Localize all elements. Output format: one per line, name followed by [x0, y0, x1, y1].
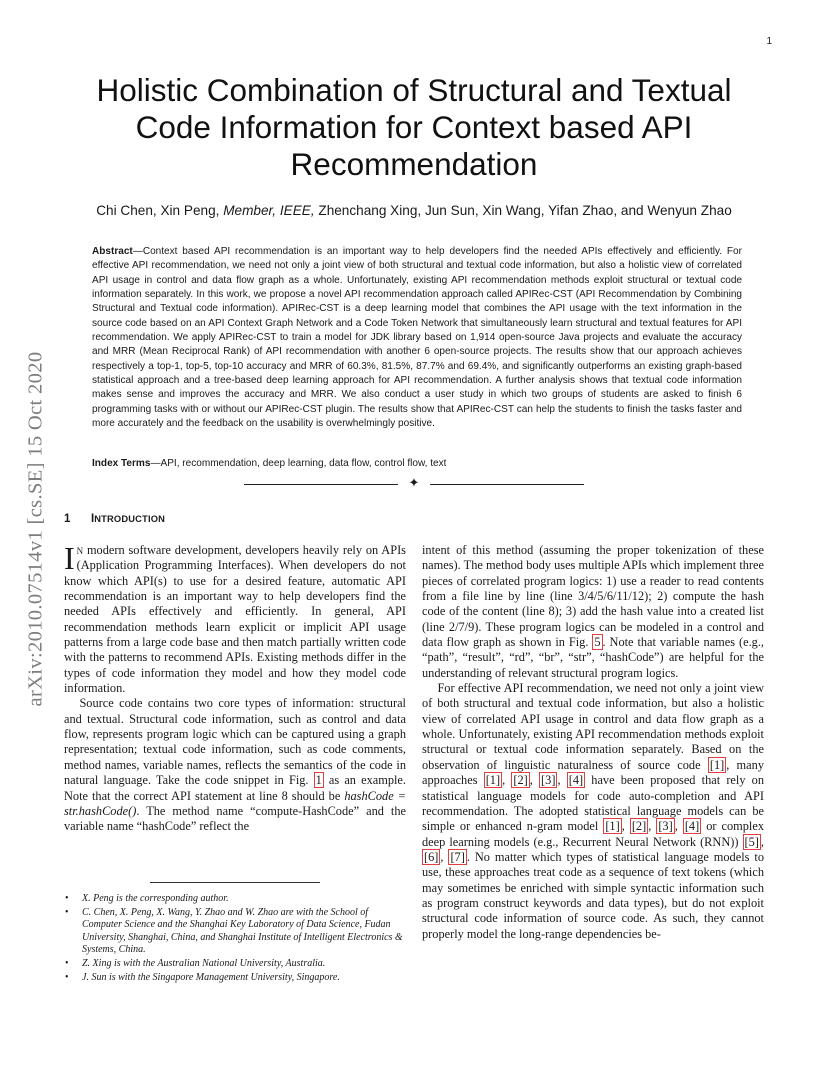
- footnote-item: • Z. Xing is with the Australian National University, Australia.: [64, 958, 406, 970]
- intro-paragraph-4-text-d: or complex deep learning models (e.g., Recurrent Neural Network (RNN)): [422, 819, 765, 849]
- citation-link[interactable]: [484, 772, 502, 788]
- citation-link[interactable]: [567, 772, 585, 788]
- footnote-item: • X. Peng is the corresponding author.: [64, 893, 406, 905]
- citation-ref: [1]: [709, 757, 725, 772]
- intro-paragraph-2-text-b: as an example. Note that the correct API statement at line 8 should be: [64, 773, 406, 803]
- citation-link[interactable]: [422, 849, 440, 865]
- index-terms: [92, 457, 742, 471]
- citation-link[interactable]: [539, 772, 557, 788]
- citation-link[interactable]: [603, 818, 621, 834]
- citation-ref: [1]: [605, 819, 620, 834]
- abstract-text: —Context based API recommendation is an important way to help developers find the needed APIs effectively and efficiently. For effective API recommendation, we need not only a joint view of both structural and textual code information, but also a holistic view of correlated API usage in control and data flow graph as a whole. Unfortunately, existing API recommendation methods exploit structural or textual code information separately. In this work, we propose a novel API recommendation approach called APIRec-CST (API Recommendation by Combining Structural and Textual code information). APIRec-CST is a deep learning model that combines the API usage with the text information in the source code based on an API Context Graph Network and a Code Token Network that simultaneously learn structural and textual features for API recommendation. We apply APIRec-CST to train a model for JDK library based on 1,914 open-source Java projects and evaluate the accuracy and MRR (Mean Reciprocal Rank) of API recommendation with another 6 open-source projects. The results show that our approach achieves respectively a top-1, top-5, top-10 accuracy and MRR of 60.3%, 81.5%, 87.7% and 69.4%, and significantly outperforms an existing graph-based statistical approach and a tree-based deep learning approach for API recommendation. A further analysis shows that textual code information makes sense and improves the accuracy and MRR. We also conduct a user study in which two groups of students are asked to finish 6 programming tasks with or without our APIRec-CST plugin. The results show that APIRec-CST can help the students to finish the tasks faster and more accurately and the feedback on the usability is overwhelmingly positive.: [92, 246, 742, 430]
- intro-paragraph-2: [64, 696, 406, 834]
- citation-ref: [4]: [684, 819, 700, 834]
- intro-paragraph-1: [64, 540, 406, 696]
- intro-paragraph-1-text: modern software development, developers heavily rely on APIs (Application Programming Interfaces). When developers do not know which API(s) to use for a desired feature, automatic API recommendation is an important way to help developers find the needed APIs effectively and efficiently. In general, API recommendation methods learn explicit or implicit API usage patterns from a large code base and then match partially written code with the patterns to recommend APIs. Existing methods differ in the types of code information they model and how they model code information.: [64, 543, 406, 696]
- figure-link-1[interactable]: [314, 772, 324, 788]
- arxiv-stamp[interactable]: [22, 294, 50, 764]
- citation-ref: [5]: [744, 834, 759, 849]
- footnote-item: • J. Sun is with the Singapore Management University, Singapore.: [64, 972, 406, 984]
- citation-link[interactable]: [743, 834, 761, 850]
- abstract: [92, 245, 742, 431]
- intro-paragraph-3-text-b: . Note that variable names (e.g., “path”, “result”, “rd”, “br”, “str”, “hashCode”) are helpful for the understanding of relevant structural program logics.: [422, 635, 764, 680]
- intro-paragraph-3-text-a: intent of this method (assuming the proper tokenization of these names). The method body uses multiple APIs which implement three pieces of correlated program logics: 1) use a reader to read contents from a file line by line (line 3/4/5/6/11/12); 2) compute the hash code of the content (line 8); 3) add the hash value into a created list (line 2/7/9). These program logics can be modeled in a control and data flow graph as shown in Fig.: [422, 543, 764, 650]
- authors-part-2: Zhenchang Xing, Jun Sun, Xin Wang, Yifan Zhao, and Wenyun Zhao: [314, 203, 732, 218]
- separator-diamond-icon: ✦: [408, 476, 420, 491]
- section-number: 1: [64, 513, 71, 525]
- left-column: [64, 540, 406, 835]
- separator-line-right: [430, 484, 584, 485]
- author-membership: Member, IEEE,: [223, 203, 315, 218]
- footnotes: [64, 893, 406, 985]
- separator-line-left: [244, 484, 398, 485]
- intro-paragraph-4: For effective API recommendation, we need not only a joint view of both structural and textual code information, but also a holistic view of correlated API usage in control and data flow graph as a whole. Unfortunately, existing API recommendation methods exploit structural or textual code information separately. Based on the observation of linguistic naturalness of source code [1] , many approaches [1] , [2] , [3] , [4] have been proposed that rely on statistical language models for code auto-completion and API recommendation. The adopted statistical language models can be simple or enhanced n-gram model [1] , [2] , [3] , [4] or complex deep learning models (e.g., Recurrent Neural Network (RNN)) [5] , [6] , [7] . No matter which types of statistical language models to use, these approaches treat code as a sequence of text tokens (which may sometimes be enriched with simple syntactic information such as program construct keywords and data types), but do not exploit structural code information of source code. As such, they cannot properly model the long-range dependencies be-: [422, 681, 765, 941]
- drop-cap: I: [64, 540, 75, 576]
- author-list: [40, 202, 788, 220]
- citation-link[interactable]: [656, 818, 674, 834]
- citation-link[interactable]: [448, 849, 466, 865]
- inline-math: hashCode = str.hashCode(): [64, 788, 406, 818]
- citation-link[interactable]: [511, 772, 529, 788]
- footnote-rule: [150, 882, 320, 883]
- intro-paragraph-2-text-c: . The method name “compute-HashCode” and the variable name “hashCode” reflect the: [64, 803, 406, 834]
- arxiv-identifier: arXiv:2010.07514v1 [cs.SE] 15 Oct 2020: [24, 351, 47, 707]
- intro-paragraph-4-text-a: For effective API recommendation, we need not only a joint view of both structural and textual code information, but also a holistic view of correlated API usage in control and data flow graph as a whole. Unfortunately, existing API recommendation methods exploit structural or textual code information separately. Based on the observation of linguistic naturalness of source code: [422, 681, 764, 772]
- footnote-item: • C. Chen, X. Peng, X. Wang, Y. Zhao and W. Zhao are with the School of Computer Science and the Shanghai Key Laboratory of Data Science, Fudan University, Shanghai, China, and Shanghai Institute of Intelligent Electronics & Systems, China.: [64, 907, 406, 956]
- intro-paragraph-4-text-b: , many approaches: [422, 757, 764, 788]
- section-heading-introduction: [64, 513, 165, 525]
- intro-paragraph-4-text-e: . No matter which types of statistical language models to use, these approaches treat code as a sequence of text tokens (which may sometimes be enriched with simple syntactic information such as program construct keywords and data types), but do not exploit structural code information of source code. As such, they cannot properly model the long-range dependencies be-: [422, 849, 764, 941]
- drop-cap-continuation: n: [76, 543, 84, 557]
- section-title-initial: I: [91, 513, 95, 525]
- right-column: [422, 543, 764, 942]
- citation-link[interactable]: [683, 818, 701, 834]
- citation-link[interactable]: [630, 818, 648, 834]
- index-terms-text: —API, recommendation, deep learning, data flow, control flow, text: [150, 458, 447, 469]
- citation-ref: [3]: [658, 819, 673, 834]
- figure-ref-1: 1: [315, 773, 322, 788]
- section-title-rest: NTRODUCTION: [94, 514, 166, 524]
- citation-ref: [7]: [450, 849, 465, 864]
- intro-paragraph-4-text-c: have been proposed that rely on statistical language models for code auto-completion and API recommendation. The adopted statistical language models can be simple or enhanced n-gram model: [422, 773, 765, 834]
- page-number: 1: [766, 36, 772, 47]
- citation-ref: [2]: [513, 773, 528, 788]
- citation-ref: [1]: [485, 773, 501, 788]
- citation-ref: [4]: [568, 773, 584, 788]
- figure-ref-5: 5: [594, 635, 601, 650]
- citation-link[interactable]: [708, 757, 726, 773]
- citation-ref: [3]: [541, 773, 556, 788]
- intro-paragraph-2-text-a: Source code contains two core types of information: structural and textual. Structural code information, such as control and data flow, represents program logic which can be captured using a graph representation; textual code information, such as code comments, method names, variable names, reflects the semantics of the code in natural language. Take the code snippet in Fig.: [64, 696, 406, 788]
- paper-title: Holistic Combination of Structural and Textual Code Information for Context based API Recommendation: [96, 72, 732, 182]
- citation-ref: [2]: [631, 819, 647, 834]
- index-terms-label: Index Terms: [92, 458, 151, 469]
- intro-paragraph-3: [422, 543, 764, 681]
- authors-part-1: Chi Chen, Xin Peng,: [96, 203, 224, 218]
- figure-link-5[interactable]: [592, 634, 602, 650]
- citation-ref: [6]: [424, 849, 439, 864]
- abstract-label: Abstract: [92, 246, 133, 257]
